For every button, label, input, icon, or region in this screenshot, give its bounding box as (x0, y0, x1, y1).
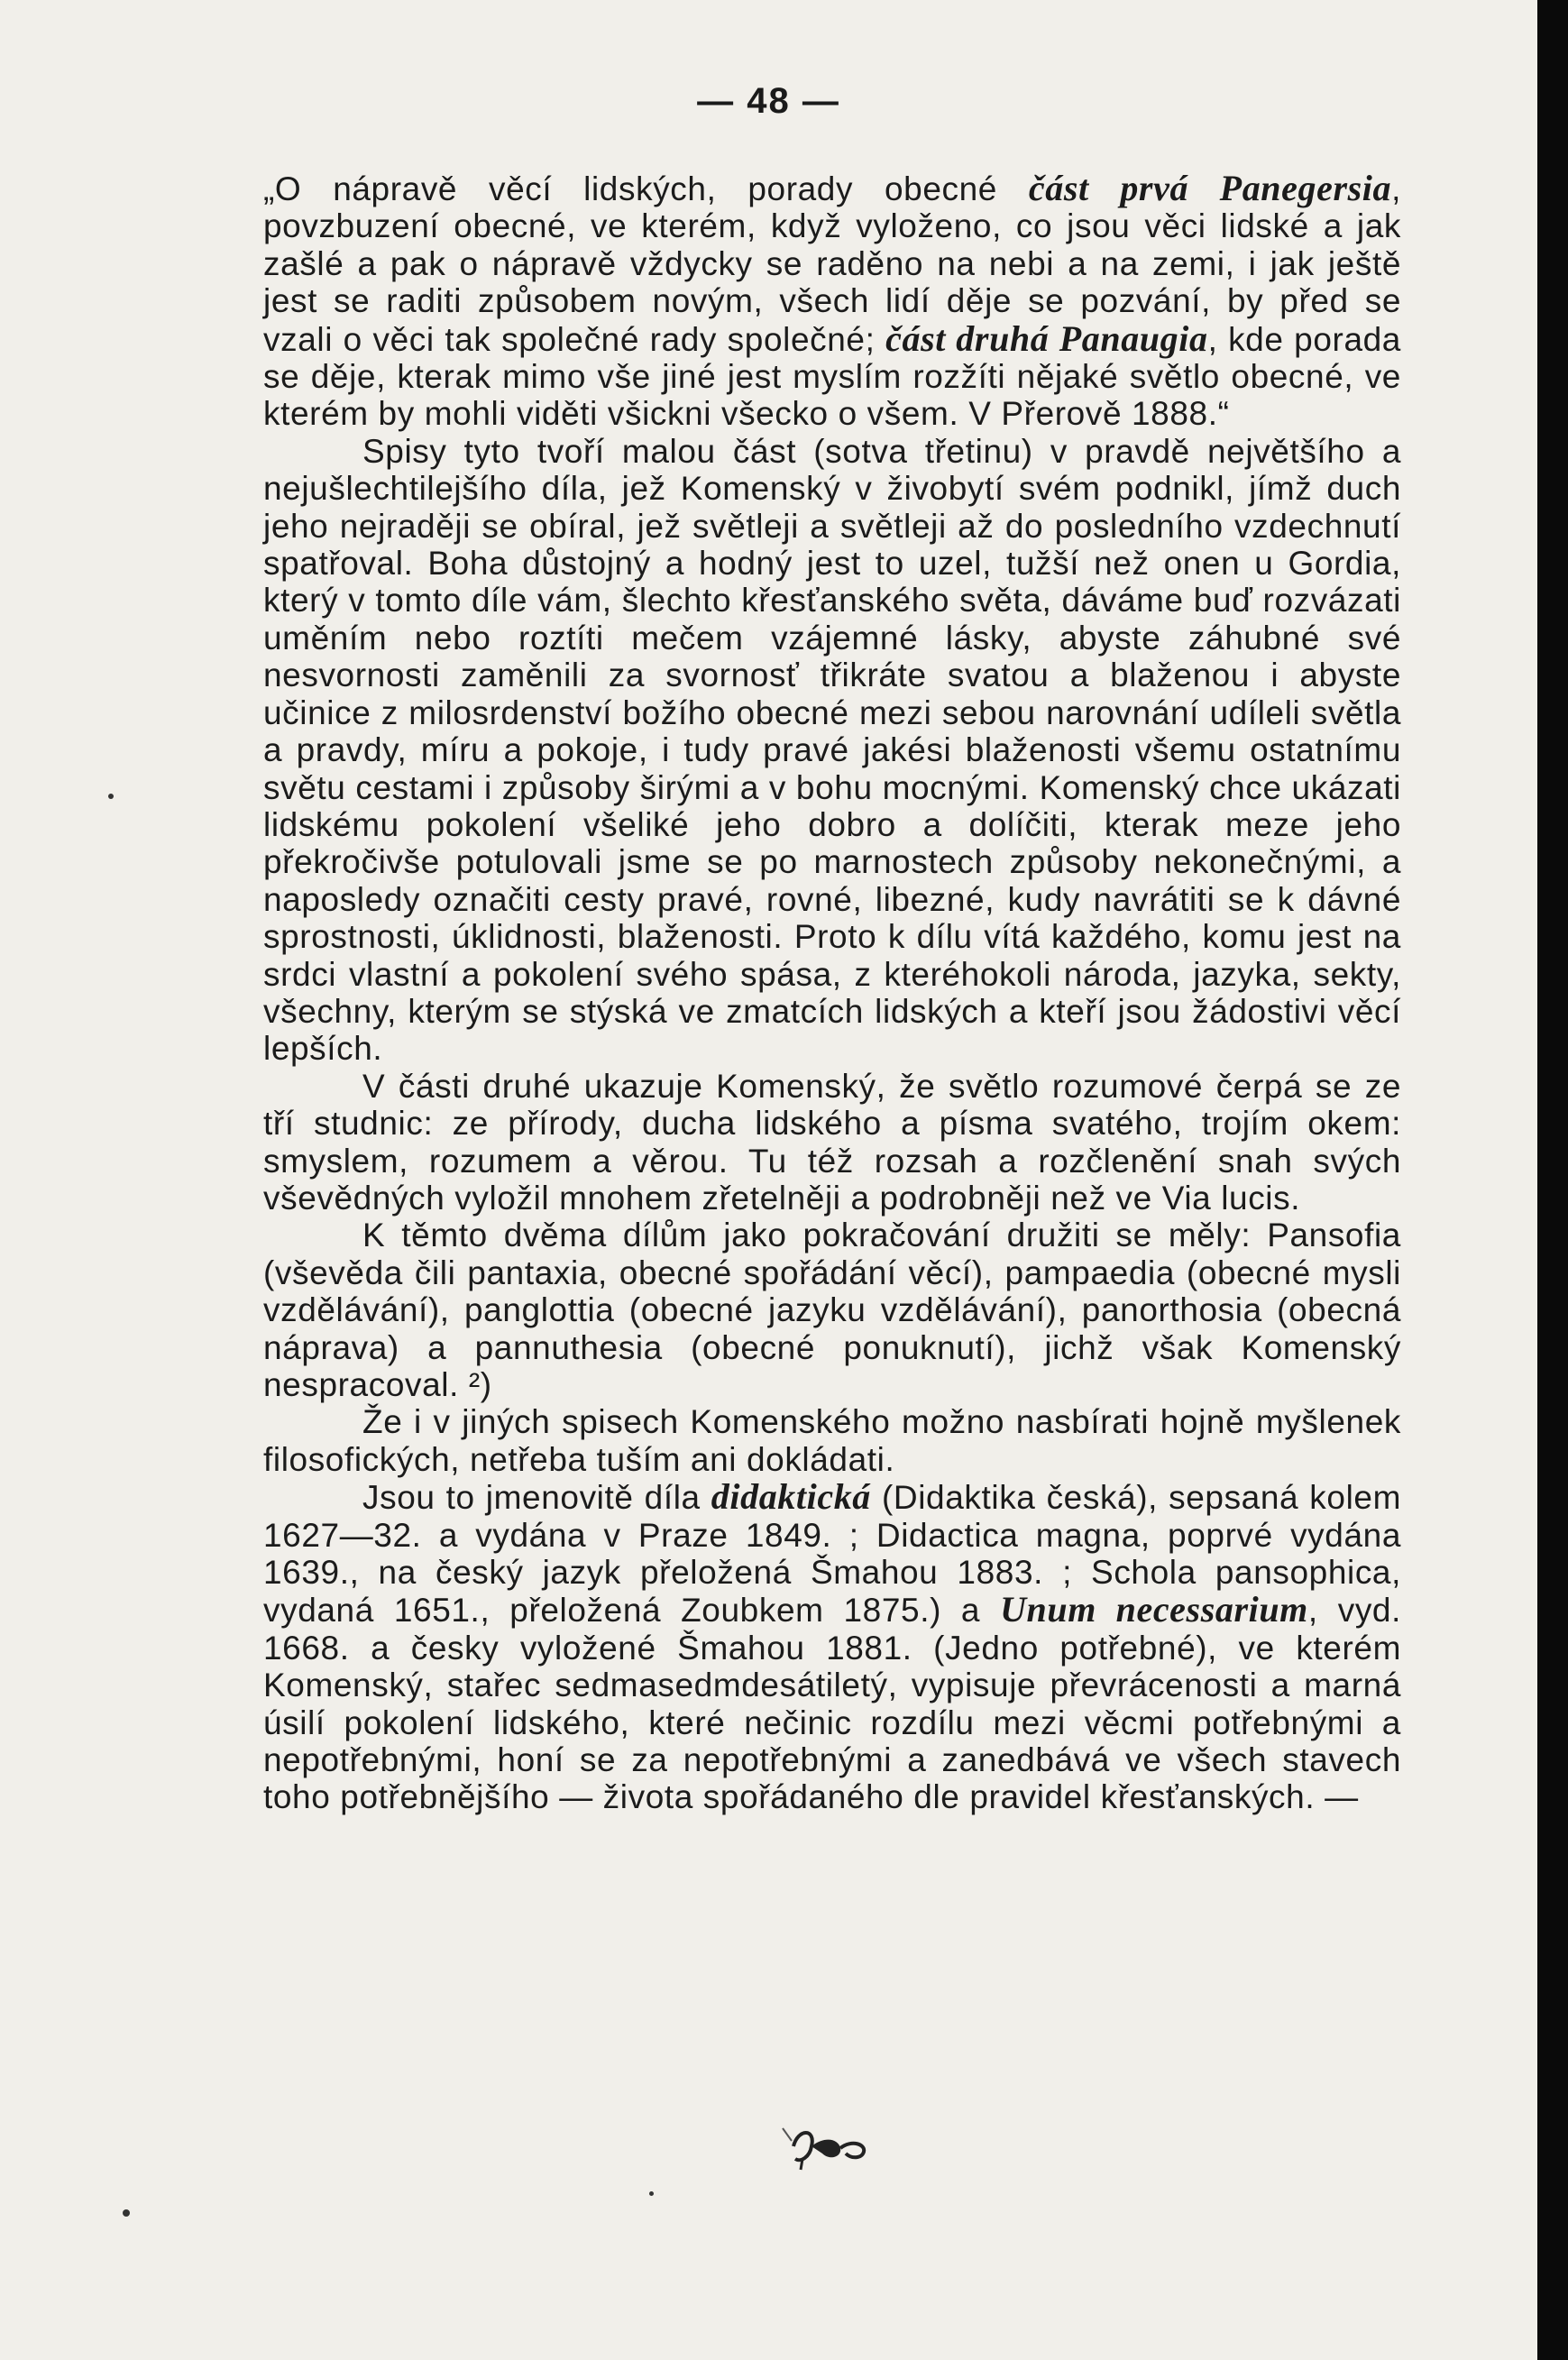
text-run: „O nápravě věcí lidských, porady obecné (263, 170, 1029, 207)
emphasized-title: část prvá Panegersia (1028, 168, 1392, 208)
text-run: , vyd. 1668. a česky vyložené Šmahou 1881. (Jedno potřebné), ve kterém Komenský, stařec sedmasedmdesátiletý, vypisuje převrácenosti a marná úsilí pokolení lidského, které nečinic rozdílu mezi věcmi potřebnými a nepotřebnými, honí se za nepotřebnými a zanedbává ve všech stavech toho potřebnějšího — života spořádaného dle pravidel křesťanských. — (263, 1592, 1401, 1816)
emphasized-title: Unum necessarium (1000, 1589, 1308, 1630)
paragraph (263, 1403, 1401, 1478)
text-run: K těmto dvěma dílům jako pokračování družiti se měly: Pansofia (vševěda čili pantaxia, obecné spořádání věcí), pampaedia (obecné mysli vzdělávání), panglottia (obecné jazyku vzdělávání), panorthosia (obecná náprava) a pannuthesia (obecné ponuknutí), jichž však Komenský nespracoval. ²) (263, 1217, 1401, 1403)
floral-ornament-icon (775, 2119, 884, 2173)
emphasized-title: část druhá Panaugia (885, 317, 1208, 359)
paragraph (263, 1068, 1401, 1217)
text-run: , povzbuzení obecné, ve kterém, když vyloženo, co jsou věci lidské a jak zašlé a pak o nápravě vždycky se raděno na nebi a na zemi, i jak ještě jest se raditi způsobem novým, všech lidí děje se pozvání, by před se vzali o věci tak společné rady společné; (263, 170, 1401, 358)
text-run: V části druhé ukazuje Komenský, že světlo rozumové čerpá se ze tří studnic: ze přírody, ducha lidského a písma svatého, trojím okem: smyslem, rozumem a věrou. Tu též rozsah a rozčlenění snah svých vševědných vyložil mnohem zřetelněji a podrobněji než ve Via lucis. (263, 1067, 1401, 1217)
paragraph (263, 1217, 1401, 1403)
scan-edge (1537, 0, 1568, 2360)
body-text (263, 170, 1401, 1816)
text-run: Že i v jiných spisech Komenského možno nasbírati hojně myšlenek filosofických, netřeba tuším ani dokládati. (263, 1403, 1401, 1478)
paragraph (263, 170, 1401, 433)
text-run: , kde porada se děje, kterak mimo vše jiné jest myslím rozžíti nějaké světlo obecné, ve kterém by mohli viděti všickni všecko o všem. V Přerově 1888.“ (263, 320, 1401, 433)
text-run: Jsou to jmenovitě díla (362, 1479, 711, 1517)
page-number: — 48 — (697, 81, 840, 121)
paragraph (263, 1478, 1401, 1816)
text-run: (Didaktika česká), sepsaná kolem 1627—32. a vydána v Praze 1849. ; Didactica magna, poprvé vydána 1639., na český jazyk přeložená Šmahou 1883. ; Schola pansophica, vydaná 1651., přeložená Zoubkem 1875.) a (263, 1479, 1401, 1630)
paper-speck (108, 794, 114, 799)
paragraph (263, 433, 1401, 1068)
paper-speck (123, 2209, 130, 2217)
paper-speck (649, 2191, 654, 2196)
emphasized-title: didaktická (711, 1476, 871, 1518)
text-run: Spisy tyto tvoří malou část (sotva třetinu) v pravdě největšího a nejušlechtilejšího díla, jež Komenský v živobytí svém podnikl, jímž duch jeho nejraději se obíral, jež světleji a světleji až do posledního vzdechnutí spatřoval. Boha důstojný a hodný jest to uzel, tužší než onen u Gordia, který v tomto díle vám, šlechto křesťanského světa, dáváme buď rozvázati uměním nebo roztíti mečem vzájemné lásky, abyste záhubné své nesvornosti zaměnili za svornosť třikráte svatou a blaženou i abyste učinice z milosrdenství božího obecné mezi sebou narovnání udíleli světla a pravdy, míru a pokoje, i tudy pravé jakési blaženosti všemu ostatnímu světu cestami i způsoby širými a v bohu mocnými. Komenský chce ukázati lidskému pokolení všeliké jeho dobro a dolíčiti, kterak meze jeho překročivše potulovali jsme se po marnostech způsoby nekonečnými, a naposledy označiti cesty pravé, rovné, libezné, kudy navrátiti se k dávné sprostnosti, úklidnosti, blaženosti. Proto k dílu vítá každého, komu jest na srdci vlastní a pokolení svého spása, z kteréhokoli národa, jazyka, sekty, všechny, kterým se stýská ve zmatcích lidských a kteří jsou žádostivi věcí lepších. (263, 432, 1401, 1068)
